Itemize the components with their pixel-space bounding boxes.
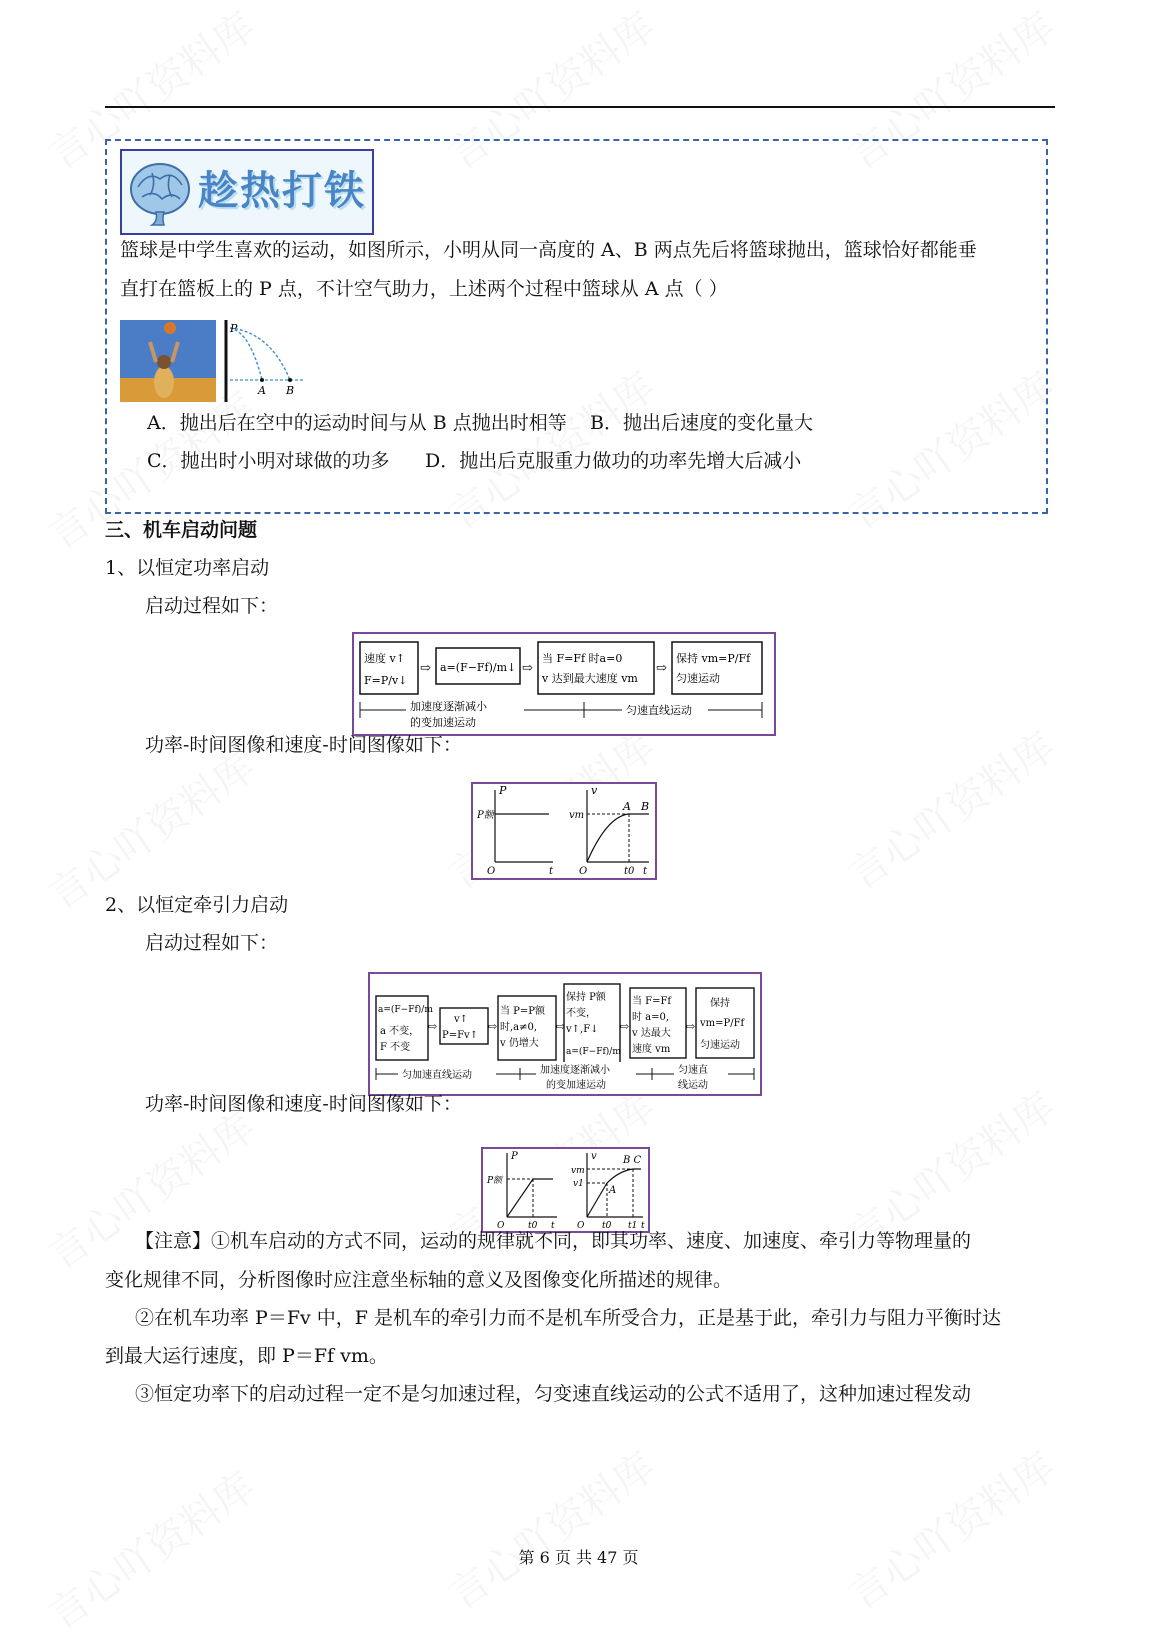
point-a: [260, 378, 264, 382]
flow2-box5-a: 当 F=Ff: [632, 996, 672, 1007]
flow2-arrow-1: ⇨: [428, 1020, 438, 1033]
flow2-box1-a: a=(F−Ff)/m: [378, 1005, 433, 1015]
practice-badge: [120, 149, 374, 235]
header-rule: [105, 106, 1055, 108]
g1-v-axis-label: v: [591, 784, 598, 797]
flow-diagram-2-svg: [370, 974, 760, 1094]
option-c[interactable]: C．抛出时小明对球做的功多: [147, 450, 390, 472]
g2-p-origin: O: [497, 1221, 505, 1231]
flow1-box4-b: 匀速运动: [676, 672, 720, 685]
flow-diagram-1: [352, 632, 776, 736]
flow2-box5-c: v 达最大: [632, 1028, 671, 1039]
flow-diagram-2: [368, 972, 762, 1096]
flow2-box4-b: 不变，: [566, 1008, 596, 1019]
g1-v-curve: [587, 814, 649, 862]
flow1-box3-a: 当 F=Ff 时a=0: [542, 652, 623, 665]
g1-t0: t0: [624, 866, 635, 877]
g2-pt-a: A: [609, 1185, 617, 1196]
trajectory-a: [230, 328, 262, 380]
flow2-box6-a: 保持: [710, 998, 730, 1009]
flow1-box4-a: 保持 vm=P/Ff: [676, 652, 751, 665]
g1-p-rated: P额: [477, 810, 494, 821]
watermark: [435, 1436, 664, 1620]
flow2-box2-a: v↑: [454, 1014, 469, 1025]
label-p: P: [230, 322, 238, 335]
option-d[interactable]: D．抛出后克服重力做功的功率先增大后减小: [425, 450, 802, 472]
flow1-box1-b: F=P/v↓: [364, 674, 408, 687]
flow2-box5-d: 速度 vm: [632, 1044, 671, 1055]
g2-v-t-axis: t: [641, 1221, 645, 1231]
brain-icon: [128, 157, 192, 227]
flow2-arrow-3: ⇨: [556, 1020, 566, 1033]
label-b: B: [286, 384, 295, 397]
flow2-stage3-a: 匀速直: [678, 1065, 708, 1076]
flow2-arrow-2: ⇨: [488, 1020, 498, 1033]
note-3-line1: ③恒定功率下的启动过程一定不是匀加速过程，匀变速直线运动的公式不适用了，这种加速过程发动: [135, 1383, 972, 1405]
note-2-line2: 到最大运行速度，即 P＝Ff vm。: [105, 1345, 388, 1367]
graph-label-1: 功率-时间图像和速度-时间图像如下：: [145, 734, 462, 756]
graph-2-svg: [483, 1149, 648, 1231]
g2-p-rated: P额: [487, 1176, 503, 1186]
g1-p-t-axis: t: [549, 866, 554, 877]
g2-v-origin: O: [577, 1221, 585, 1231]
flow-diagram-1-svg: [354, 634, 774, 734]
page-footer: 第 6 页 共 47 页: [518, 1548, 639, 1567]
note-2-line1: ②在机车功率 P＝Fv 中，F 是机车的牵引力而不是机车所受合力，正是基于此，牵引力与阻力平衡时达: [135, 1307, 1002, 1329]
subsection-1-title: 1、以恒定功率启动: [105, 557, 270, 579]
flow2-stage2-a: 加速度逐渐减小: [540, 1065, 610, 1076]
flow2-stage3-b: 线运动: [678, 1080, 708, 1091]
flow2-box3-a: 当 P=P额: [500, 1006, 546, 1017]
g1-v-origin: O: [579, 866, 588, 877]
process-label-2: 启动过程如下：: [145, 932, 279, 954]
graph-label-2: 功率-时间图像和速度-时间图像如下：: [145, 1093, 462, 1115]
flow2-box3-b: 时,a≠0,: [500, 1022, 538, 1033]
flow1-box2-text: a=(F−Ff)/m↓: [440, 661, 517, 674]
flow1-arrow-1: ⇨: [420, 661, 431, 676]
flow2-stage2-b: 的变加速运动: [546, 1080, 606, 1091]
note-1-line1: 【注意】①机车启动的方式不同，运动的规律就不同，即其功率、速度、加速度、牵引力等物理量的: [135, 1230, 972, 1252]
flow1-box3-b: v 达到最大速度 vm: [542, 672, 638, 685]
basketball: [164, 322, 176, 334]
subsection-2-title: 2、以恒定牵引力启动: [105, 894, 289, 916]
flow2-arrow-5: ⇨: [686, 1020, 696, 1033]
flow2-box4-d: a=(F−Ff)/m: [566, 1047, 621, 1057]
g2-v1: v1: [573, 1179, 584, 1189]
flow1-arrow-3: ⇨: [656, 661, 667, 676]
watermark: [835, 716, 1064, 900]
g2-p-line: [507, 1179, 553, 1217]
question-text-line1: 篮球是中学生喜欢的运动，如图所示，小明从同一高度的 A、B 两点先后将篮球抛出，篮球恰好都能垂: [120, 239, 977, 261]
flow2-box6-c: 匀速运动: [700, 1040, 740, 1051]
g1-p-axis-label: P: [499, 784, 507, 797]
flow2-box4-a: 保持 P额: [566, 992, 606, 1003]
player-body: [154, 366, 174, 398]
flow2-stage1: 匀加速直线运动: [402, 1070, 472, 1081]
g2-t1: t1: [628, 1221, 638, 1231]
note-1-line2: 变化规律不同，分析图像时应注意坐标轴的意义及图像变化所描述的规律。: [105, 1269, 733, 1291]
g2-p-t0: t0: [528, 1221, 538, 1231]
flow2-box4-c: v↑,F↓: [566, 1024, 599, 1035]
section-title: 三、机车启动问题: [105, 519, 258, 541]
graph-2: [481, 1147, 650, 1233]
g2-p-t-axis: t: [551, 1221, 555, 1231]
flow2-box6-b: vm=P/Ff: [700, 1018, 745, 1029]
question-text-line2: 直打在篮板上的 P 点，不计空气助力，上述两个过程中篮球从 A 点（ ）: [120, 278, 728, 300]
flow1-arrow-2: ⇨: [522, 661, 533, 676]
g2-vm: vm: [571, 1166, 585, 1176]
player-head: [157, 355, 171, 369]
option-b[interactable]: B．抛出后速度的变化量大: [590, 412, 813, 434]
flow1-box4: [672, 642, 762, 694]
process-label-1: 启动过程如下：: [145, 595, 279, 617]
g2-p-axis-label: P: [511, 1151, 518, 1162]
flow2-box2-b: P=Fv↑: [442, 1030, 479, 1041]
flow1-stage1-b: 的变加速运动: [410, 716, 476, 729]
graph-1: [471, 782, 657, 880]
g1-pt-a: A: [623, 800, 631, 813]
basketball-figure: [120, 320, 320, 404]
badge-title: 趁热打铁: [198, 168, 366, 214]
flow1-stage1-a: 加速度逐渐减小: [410, 700, 487, 713]
flow2-box1-c: F 不变: [380, 1042, 411, 1053]
flow2-arrow-4: ⇨: [620, 1020, 630, 1033]
g2-pt-bc: B C: [623, 1155, 642, 1166]
flow2-box5-b: 时 a=0,: [632, 1012, 670, 1023]
flow2-box1-b: a 不变，: [380, 1026, 420, 1037]
g2-t0: t0: [602, 1221, 612, 1231]
point-b: [288, 378, 292, 382]
flow1-stage2: 匀速直线运动: [626, 704, 692, 717]
g1-p-origin: O: [487, 866, 496, 877]
g2-v-axis-label: v: [591, 1151, 597, 1162]
graph-1-svg: [473, 784, 655, 878]
label-a: A: [258, 384, 266, 397]
flow1-box3: [538, 642, 654, 694]
option-a[interactable]: A．抛出后在空中的运动时间与从 B 点抛出时相等: [147, 412, 567, 434]
flow1-box1-a: 速度 v↑: [364, 652, 405, 665]
g1-pt-b: B: [641, 800, 650, 813]
g1-vm: vm: [569, 810, 585, 821]
g1-v-t-axis: t: [643, 866, 648, 877]
flow2-box3-c: v 仍增大: [500, 1038, 539, 1049]
watermark: [835, 1436, 1064, 1620]
